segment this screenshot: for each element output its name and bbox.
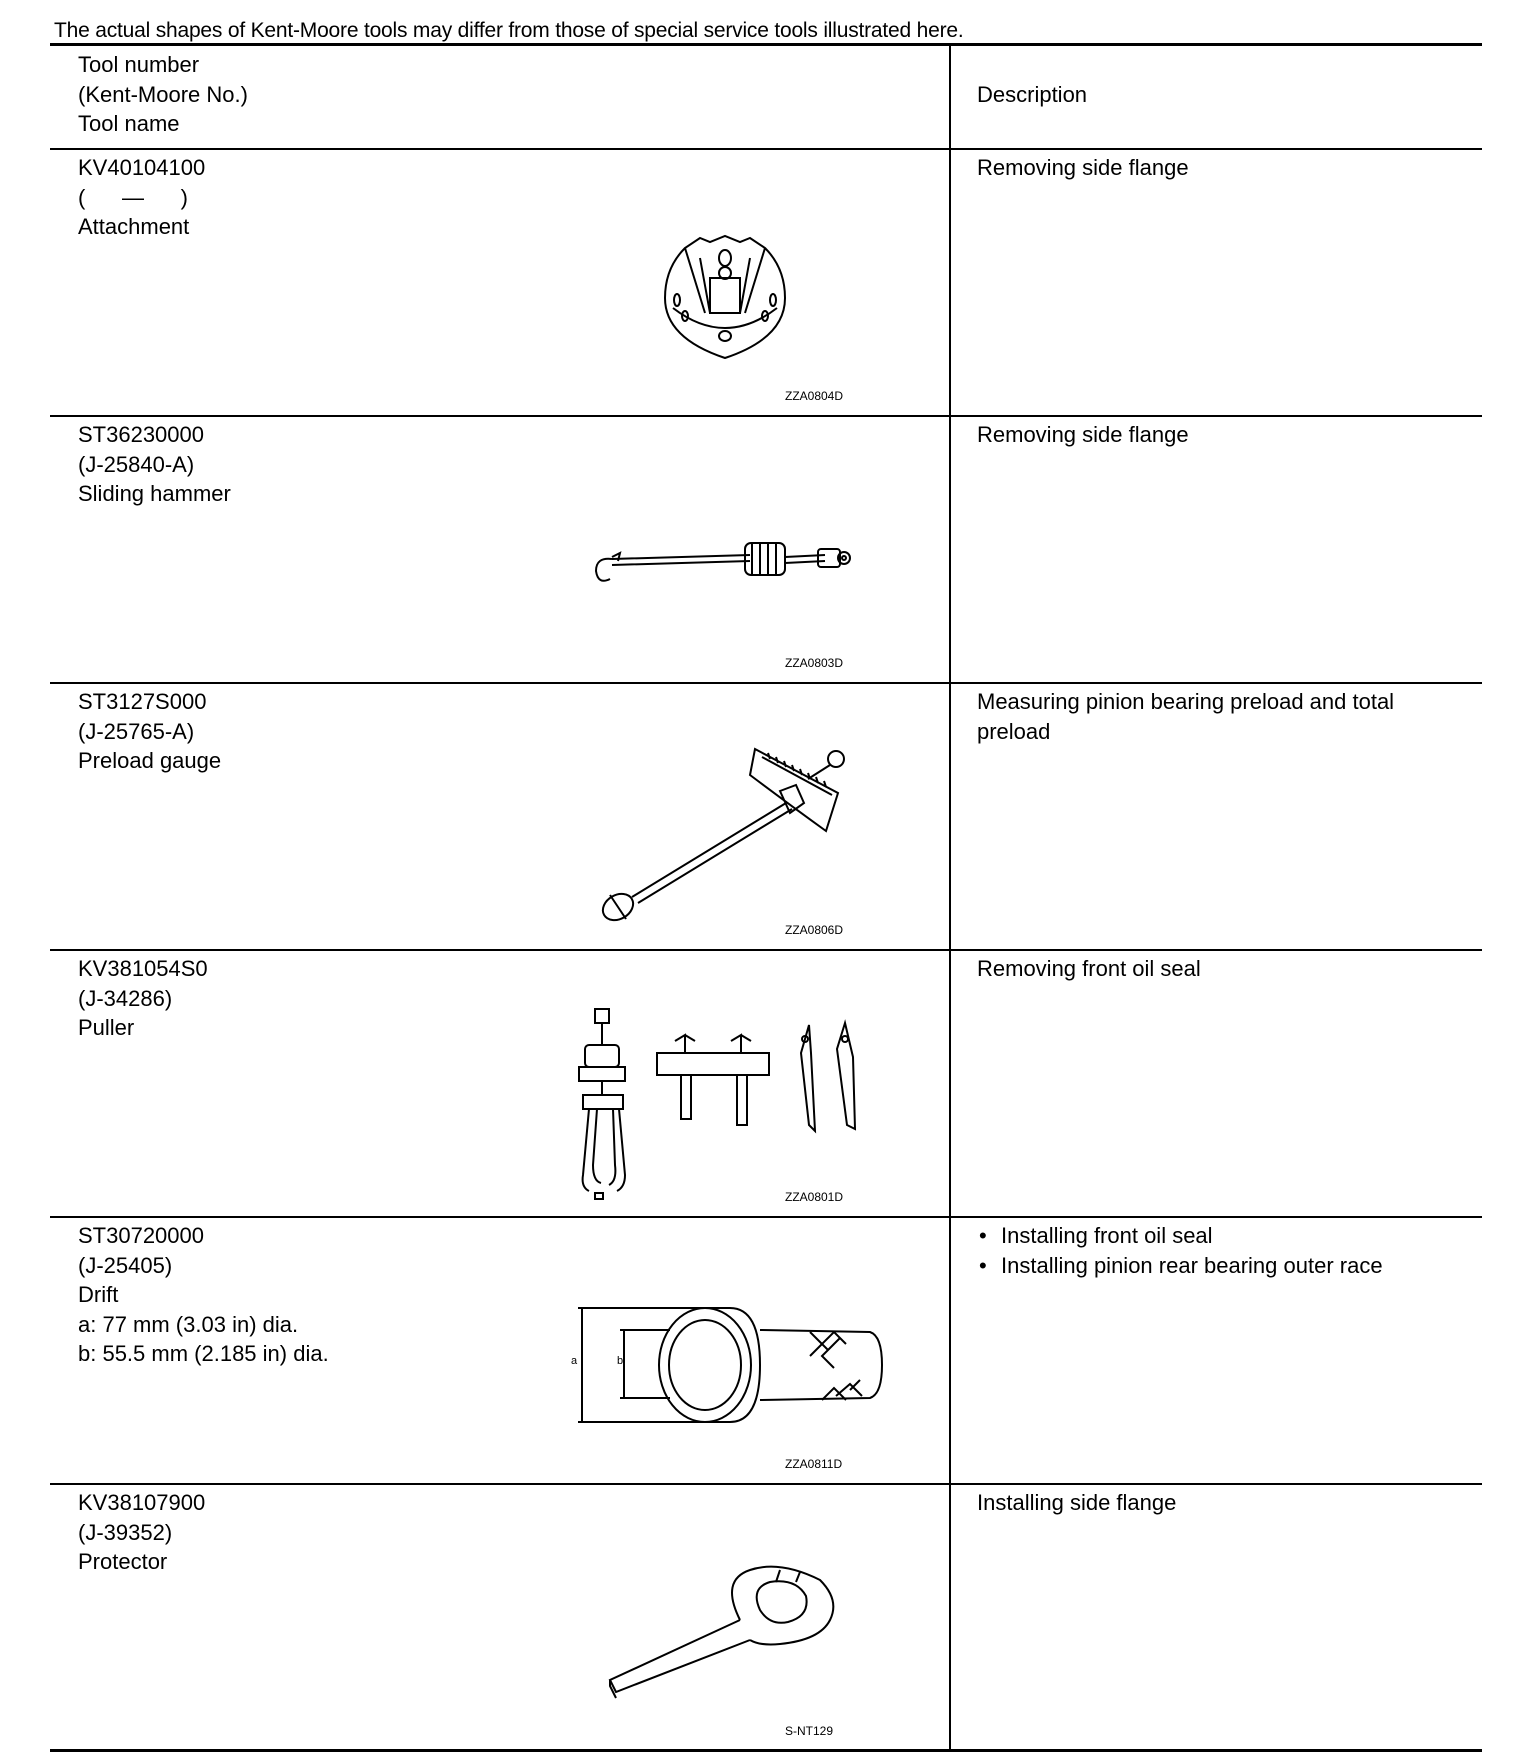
kent-moore-number: (J-25765-A): [78, 718, 195, 744]
preload-gauge-icon: [590, 735, 850, 930]
row-puller-left: [78, 954, 208, 1043]
drift-icon: [560, 1300, 890, 1435]
protector-icon: [600, 1560, 840, 1705]
row-divider: [50, 682, 1482, 684]
figure-label-a: a: [571, 1355, 578, 1367]
puller-icon: [565, 1005, 885, 1210]
figure-label-b: b: [617, 1355, 624, 1367]
tool-number: KV381054S0: [78, 956, 208, 981]
row-puller-description: Removing front oil seal: [977, 956, 1201, 981]
header-description: Description: [977, 82, 1088, 107]
row-drift-left: [78, 1221, 329, 1369]
dimension-b: b: 55.5 mm (2.185 in) dia.: [78, 1341, 329, 1366]
sliding-hammer-icon: [590, 535, 860, 600]
row-attachment-description: Removing side flange: [977, 155, 1189, 180]
tool-number: ST36230000: [78, 422, 204, 447]
description-line: Measuring pinion bearing preload and total: [977, 689, 1395, 714]
row-sliding-hammer-description: Removing side flange: [977, 422, 1189, 447]
kent-moore-number: (J-34286): [78, 985, 173, 1011]
figure-code: ZZA0811D: [785, 1457, 843, 1471]
description-bullet: • Installing pinion rear bearing outer race: [977, 1251, 1457, 1281]
kent-moore-number: (J-39352): [78, 1519, 173, 1545]
row-protector-left: [78, 1488, 205, 1577]
attachment-icon: [655, 228, 795, 373]
figure-code: ZZA0803D: [785, 656, 844, 670]
table-bottom-rule: [50, 1749, 1482, 1752]
row-attachment-left: [78, 153, 205, 242]
tool-number: KV38107900: [78, 1490, 206, 1515]
tool-name: Attachment: [78, 214, 190, 239]
row-divider: [50, 949, 1482, 951]
kent-moore-number: (J-25405): [78, 1252, 173, 1278]
description-bullets: [977, 1221, 1457, 1280]
figure-code: ZZA0806D: [785, 923, 844, 937]
tool-number: ST30720000: [78, 1223, 204, 1248]
tool-name: Puller: [78, 1015, 135, 1040]
tool-number: ST3127S000: [78, 689, 207, 714]
figure-code: ZZA0804D: [785, 389, 844, 403]
page-caption: The actual shapes of Kent-Moore tools may differ from those of special service tools illustrated here.: [54, 19, 964, 42]
row-protector-description: Installing side flange: [977, 1490, 1177, 1515]
table-top-rule: [50, 43, 1482, 46]
row-divider: [50, 1483, 1482, 1485]
header-left: [78, 50, 248, 139]
row-sliding-hammer-left: [78, 420, 231, 509]
tool-number: KV40104100: [78, 155, 206, 180]
header-kent-moore: (Kent-Moore No.): [78, 81, 248, 107]
header-divider: [50, 148, 1482, 150]
row-divider: [50, 415, 1482, 417]
row-drift-description: [977, 1221, 1457, 1280]
kent-moore-number: (J-25840-A): [78, 451, 195, 477]
figure-code: S-NT129: [785, 1724, 834, 1738]
tool-name: Sliding hammer: [78, 481, 231, 506]
header-tool-name: Tool name: [78, 111, 180, 136]
column-divider: [949, 46, 951, 1749]
header-tool-number: Tool number: [78, 52, 200, 77]
row-divider: [50, 1216, 1482, 1218]
row-preload-gauge-description: [977, 687, 1457, 746]
tool-name: Protector: [78, 1549, 168, 1574]
description-bullet: • Installing front oil seal: [977, 1221, 1457, 1251]
dimension-a: a: 77 mm (3.03 in) dia.: [78, 1311, 299, 1337]
kent-moore-number: ( — ): [78, 184, 188, 210]
tool-name: Preload gauge: [78, 748, 222, 773]
description-line: preload: [977, 718, 1051, 744]
tool-name: Drift: [78, 1282, 119, 1307]
figure-code: ZZA0801D: [785, 1190, 844, 1204]
row-preload-gauge-left: [78, 687, 221, 776]
